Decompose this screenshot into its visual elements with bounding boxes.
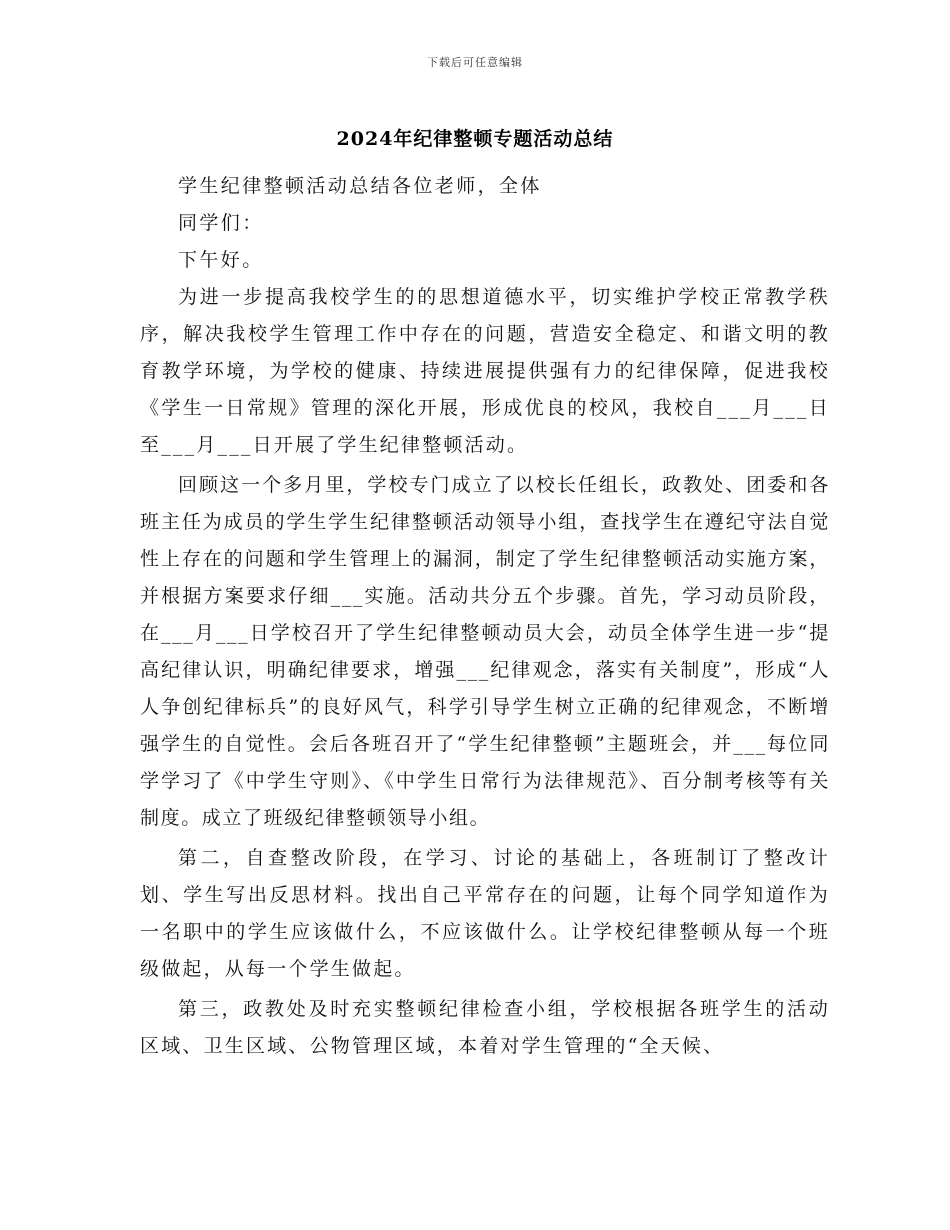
paragraph-salutation: 同学们： bbox=[178, 212, 264, 234]
header-note: 下载后可任意编辑 bbox=[427, 56, 523, 69]
paragraph-opening: 学生纪律整顿活动总结各位老师，全体 bbox=[178, 175, 542, 197]
paragraph-step-two: 第二，自查整改阶段，在学习、讨论的基础上，各班制订了整改计划、学生写出反思材料。找出自己平常存在的问题，让每个同学知道作为一名职中的学生应该做什么，不应该做什么。让学校纪律整顿从每一个班级做起，从每一个学生做起。 bbox=[140, 847, 830, 980]
document-body bbox=[140, 168, 830, 1065]
paragraph-greeting: 下午好。 bbox=[178, 249, 264, 271]
paragraph-review: 回顾这一个多月里，学校专门成立了以校长任组长，政教处、团委和各班主任为成员的学生学生纪律整顿活动领导小组，查找学生在遵纪守法自觉性上存在的问题和学生管理上的漏洞，制定了学生纪律整顿活动实施方案，并根据方案要求仔细___实施。活动共分五个步骤。首先，学习动员阶段，在___月___日学校召开了学生纪律整顿动员大会，动员全体学生进一步“提高纪律认识，明确纪律要求，增强___纪律观念，落实有关制度”，形成“人人争创纪律标兵”的良好风气，科学引导学生树立正确的纪律观念，不断增强学生的自觉性。会后各班召开了“学生纪律整顿”主题班会，并___每位同学学习了《中学生守则》、《中学生日常行为法律规范》、百分制考核等有关制度。成立了班级纪律整顿领导小组。 bbox=[140, 474, 830, 829]
document-title: 2024年纪律整顿专题活动总结 bbox=[336, 128, 614, 150]
paragraph-step-three: 第三，政教处及时充实整顿纪律检查小组，学校根据各班学生的活动区域、卫生区域、公物管理区域，本着对学生管理的“全天候、 bbox=[140, 998, 830, 1057]
paragraph-purpose: 为进一步提高我校学生的的思想道德水平，切实维护学校正常教学秩序，解决我校学生管理工作中存在的问题，营造安全稳定、和谐文明的教育教学环境，为学校的健康、持续进展提供强有力的纪律保障，促进我校《学生一日常规》管理的深化开展，形成优良的校风，我校自___月___日至___月___日开展了学生纪律整顿活动。 bbox=[140, 286, 830, 456]
